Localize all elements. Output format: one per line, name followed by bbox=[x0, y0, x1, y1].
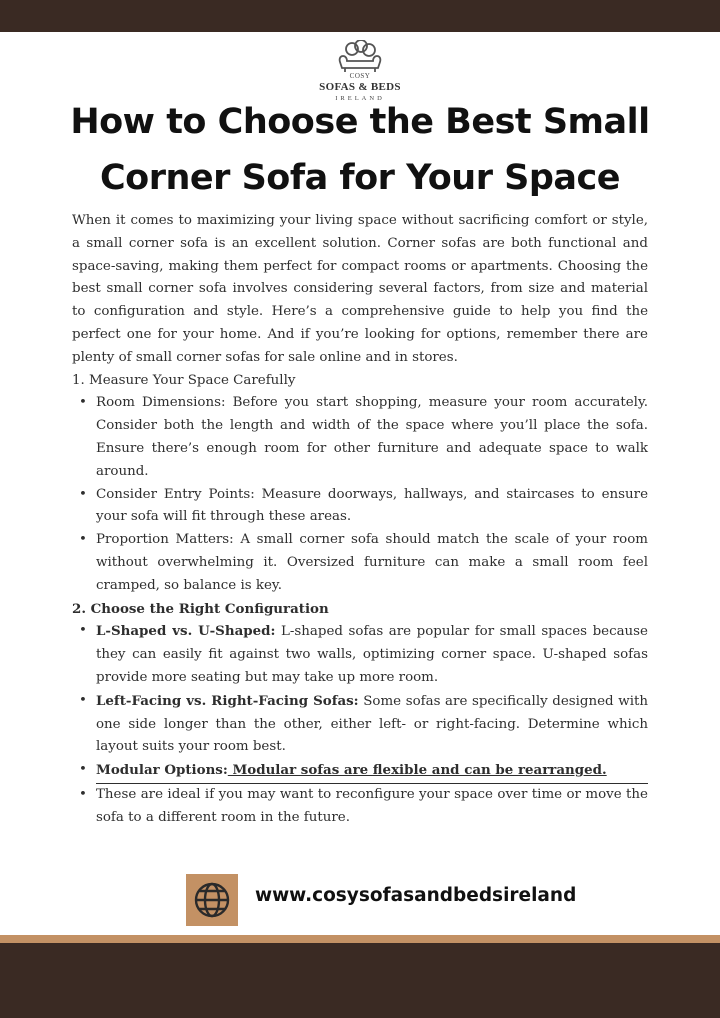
list-item-label: L-Shaped vs. U-Shaped: bbox=[96, 623, 276, 640]
list-item-text: Room Dimensions: Before you start shopping, measure your room accurately. Consider both the length and width of the space where you’ll place the sofa. Ensure there’s enough room for other furniture and adequate space to walk around. bbox=[96, 395, 648, 479]
list-item bbox=[79, 620, 648, 689]
section1-list bbox=[72, 392, 648, 597]
bullet-icon: • bbox=[79, 762, 87, 778]
list-item bbox=[79, 484, 648, 530]
list-item bbox=[79, 392, 648, 483]
top-band bbox=[0, 0, 720, 32]
list-item bbox=[79, 784, 648, 830]
list-item-label: Modular Options: bbox=[96, 762, 228, 779]
section2-heading: 2. Choose the Right Configuration bbox=[72, 600, 329, 617]
bottom-band bbox=[0, 943, 720, 1018]
logo-small-text: COSY bbox=[349, 72, 371, 80]
section2-list bbox=[72, 620, 648, 829]
website-link[interactable]: www.cosysofasandbedsireland bbox=[255, 885, 577, 906]
section1-heading: 1. Measure Your Space Carefully bbox=[72, 372, 296, 388]
list-item bbox=[79, 690, 648, 759]
list-item-text: Modular sofas are flexible and can be rearranged. bbox=[227, 762, 607, 779]
list-item-text: L-shaped sofas are popular for small spaces because they can easily fit against two walls, optimizing corner space. U-shaped sofas provide more seating but may take up more room. bbox=[96, 624, 648, 685]
bullet-icon: • bbox=[79, 395, 87, 411]
list-item-text: Proportion Matters: A small corner sofa should match the scale of your room without overwhelming it. Oversized furniture can make a small room feel cramped, so balance is key. bbox=[96, 532, 648, 593]
list-item-text: Some sofas are specifically designed with one side longer than the other, either left- or right-facing. Determine which layout suits your room best. bbox=[96, 693, 648, 755]
globe-icon-box bbox=[186, 874, 238, 926]
page-title: How to Choose the Best Small Corner Sofa for Your Space bbox=[70, 102, 650, 198]
bullet-icon: • bbox=[79, 623, 87, 639]
list-item bbox=[79, 529, 648, 597]
bottom-accent-stripe bbox=[0, 935, 720, 943]
list-item bbox=[79, 759, 648, 784]
globe-icon bbox=[192, 880, 232, 920]
logo-subtitle: IRELAND bbox=[335, 95, 385, 102]
article-body bbox=[72, 210, 648, 830]
intro-paragraph: When it comes to maximizing your living space without sacrificing comfort or style, a small corner sofa is an excellent solution. Corner sofas are both functional and space-saving, making them perfect for compact rooms or apartments. Choosing the best small corner sofa involves considering several factors, from size and material to configuration and style. Here’s a comprehensive guide to help you find the perfect one for your home. And if you’re looking for options, remember there are plenty of small corner sofas for sale online and in stores. bbox=[72, 213, 648, 365]
bullet-icon: • bbox=[79, 532, 87, 548]
list-item-text: Consider Entry Points: Measure doorways, hallways, and staircases to ensure your sofa will fit through these areas. bbox=[96, 486, 648, 525]
bullet-icon: • bbox=[79, 786, 87, 802]
list-item-label: Left-Facing vs. Right-Facing Sofas: bbox=[96, 692, 359, 709]
sofa-icon bbox=[334, 40, 386, 74]
bullet-icon: • bbox=[79, 486, 87, 502]
bullet-icon: • bbox=[79, 692, 87, 708]
list-item-text: These are ideal if you may want to reconfigure your space over time or move the sofa to a different room in the future. bbox=[96, 786, 648, 825]
logo-name: SOFAS & BEDS bbox=[319, 81, 401, 93]
